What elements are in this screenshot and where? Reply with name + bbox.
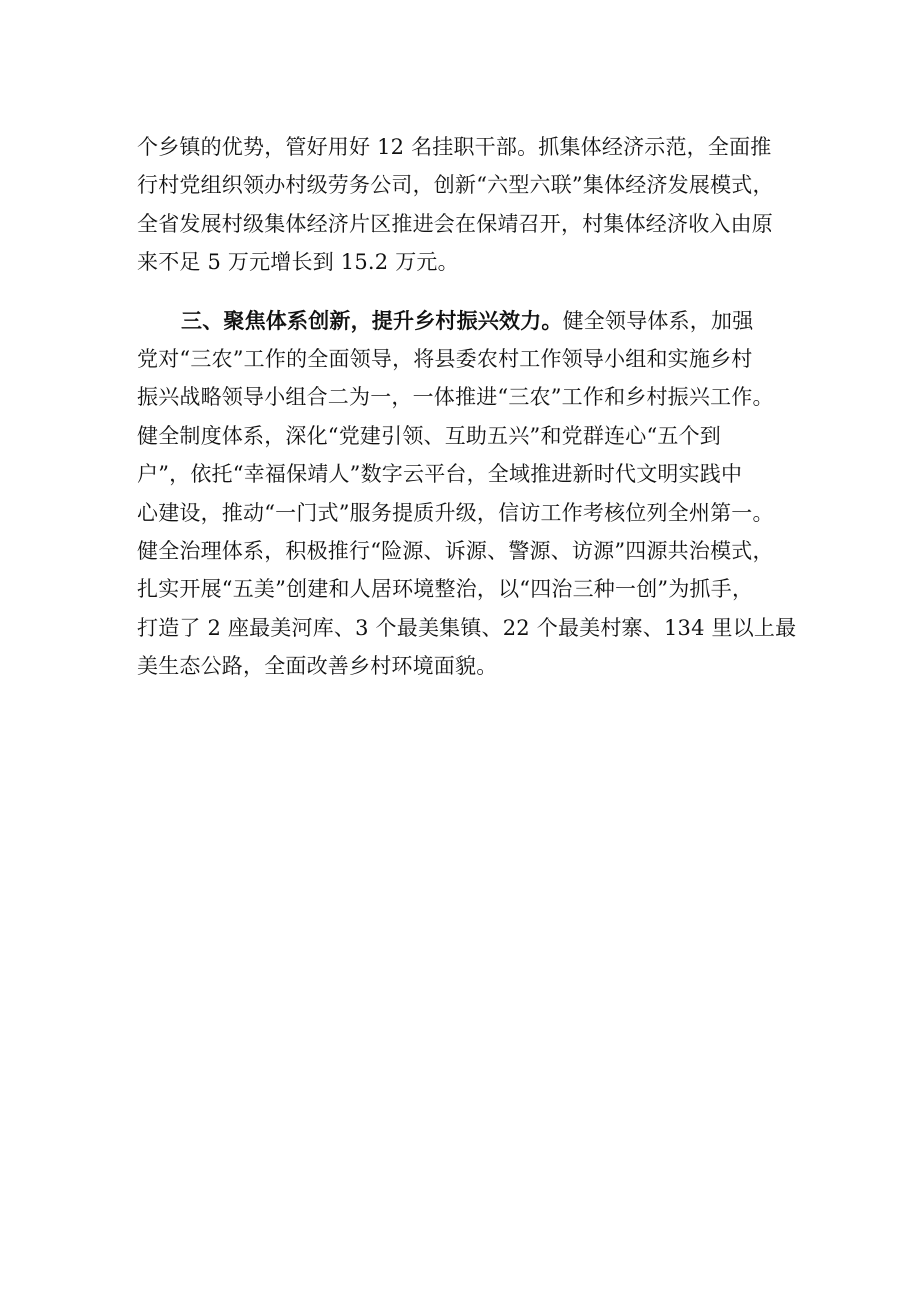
text-line-first	[137, 302, 817, 340]
text-line: 个乡镇的优势，管好用好 12 名挂职干部。抓集体经济示范，全面推	[137, 135, 772, 159]
text-line: 美生态公路，全面改善乡村环境面貌。	[137, 654, 498, 679]
document-body	[137, 128, 817, 685]
text-line: 党对“三农”工作的全面领导，将县委农村工作领导小组和实施乡村	[137, 346, 753, 371]
text-line: 行村党组织领办村级劳务公司，创新“六型六联”集体经济发展模式，	[137, 173, 774, 198]
paragraph-1	[137, 128, 817, 282]
text-line: 健全治理体系，积极推行“险源、诉源、警源、访源”四源共治模式，	[137, 538, 774, 563]
paragraph-2	[137, 302, 817, 686]
text-line: 户”，依托“幸福保靖人”数字云平台，全域推进新时代文明实践中	[137, 462, 743, 487]
section-heading: 三、聚焦体系创新，提升乡村振兴效力。	[181, 307, 563, 333]
paragraph-gap	[137, 282, 817, 302]
text-line: 全省发展村级集体经济片区推进会在保靖召开，村集体经济收入由原	[137, 211, 773, 236]
text-line: 打造了 2 座最美河库、3 个最美集镇、22 个最美村寨、134 里以上最	[137, 615, 797, 640]
text-line: 心建设，推动“一门式”服务提质升级，信访工作考核位列全州第一。	[137, 500, 774, 525]
text-line: 扎实开展“五美”创建和人居环境整治，以“四治三种一创”为抓手，	[137, 577, 754, 602]
text-line: 振兴战略领导小组合二为一，一体推进“三农”工作和乡村振兴工作。	[137, 385, 774, 410]
heading-continuation: 健全领导体系，加强	[562, 308, 754, 333]
text-line: 来不足 5 万元增长到 15.2 万元。	[137, 250, 459, 275]
text-line: 健全制度体系，深化“党建引领、互助五兴”和党群连心“五个到	[137, 423, 722, 448]
